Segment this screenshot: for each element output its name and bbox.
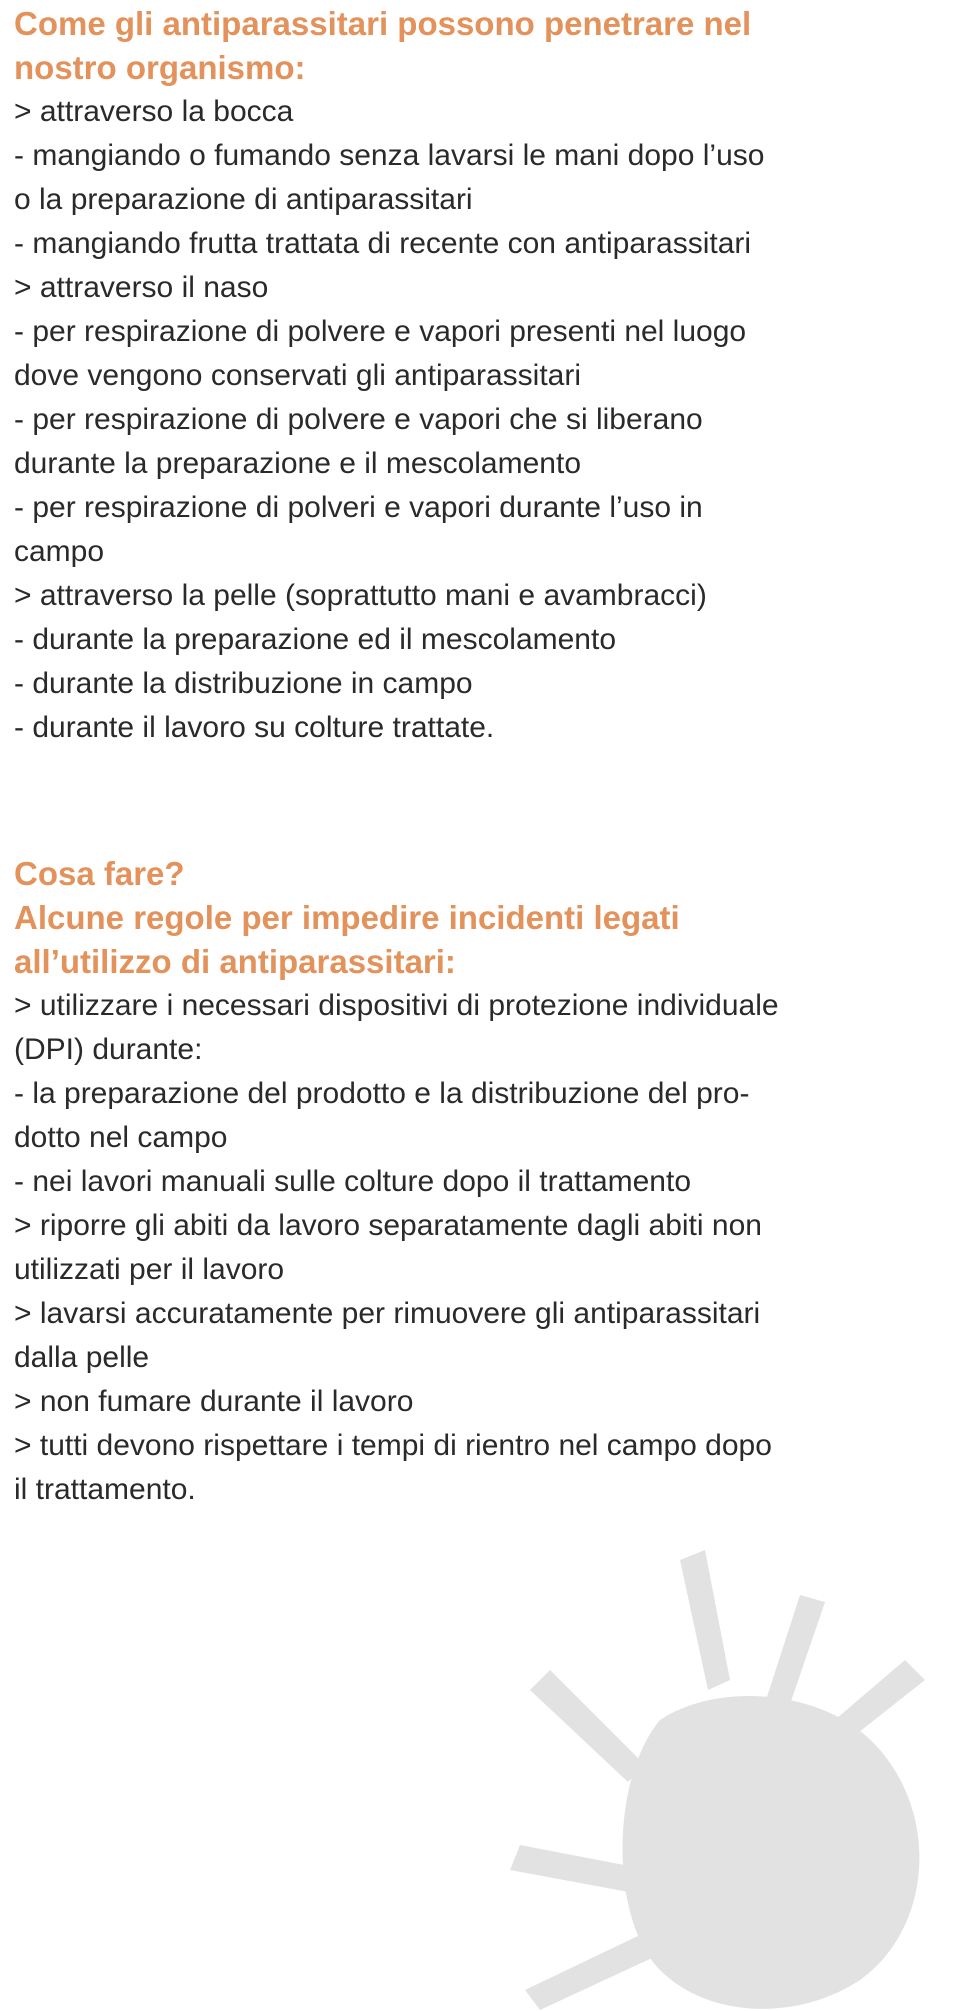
text-line: - durante la distribuzione in campo	[14, 667, 473, 700]
text-line: (DPI) durante:	[14, 1033, 203, 1066]
section-what-to-do	[14, 852, 954, 1512]
section-heading-line: nostro organismo:	[14, 49, 306, 86]
text-line: dove vengono conservati gli antiparassitari	[14, 359, 581, 392]
text-line: dalla pelle	[14, 1341, 150, 1374]
text-line: > attraverso il naso	[14, 271, 269, 304]
sun-icon	[500, 1540, 960, 2011]
text-line: > riporre gli abiti da lavoro separatamente dagli abiti non	[14, 1209, 762, 1242]
section-heading-line: Alcune regole per impedire incidenti legati	[14, 899, 680, 936]
text-line: - mangiando frutta trattata di recente con antiparassitari	[14, 227, 752, 260]
text-line: > tutti devono rispettare i tempi di rientro nel campo dopo	[14, 1429, 772, 1462]
text-line: > attraverso la bocca	[14, 95, 294, 128]
text-line: durante la preparazione e il mescolamento	[14, 447, 581, 480]
text-line: dotto nel campo	[14, 1121, 228, 1154]
text-line: > non fumare durante il lavoro	[14, 1385, 414, 1418]
text-line: o la preparazione di antiparassitari	[14, 183, 473, 216]
section-penetration	[14, 0, 954, 750]
document-body	[14, 0, 954, 1512]
text-line: - per respirazione di polvere e vapori che si liberano	[14, 403, 703, 436]
text-line: - mangiando o fumando senza lavarsi le mani dopo l’uso	[14, 139, 765, 172]
text-line: > attraverso la pelle (soprattutto mani e avambracci)	[14, 579, 707, 612]
text-line: - per respirazione di polvere e vapori presenti nel luogo	[14, 315, 747, 348]
text-line: > utilizzare i necessari dispositivi di protezione individuale	[14, 989, 779, 1022]
text-line: - nei lavori manuali sulle colture dopo il trattamento	[14, 1165, 692, 1198]
section-heading-line: all’utilizzo di antiparassitari:	[14, 943, 456, 980]
text-line: - la preparazione del prodotto e la distribuzione del pro-	[14, 1077, 750, 1110]
text-line: il trattamento.	[14, 1473, 196, 1506]
text-line: campo	[14, 535, 105, 568]
text-line: - durante il lavoro su colture trattate.	[14, 711, 495, 744]
text-line: > lavarsi accuratamente per rimuovere gli antiparassitari	[14, 1297, 761, 1330]
text-line: - per respirazione di polveri e vapori durante l’uso in	[14, 491, 703, 524]
text-line: utilizzati per il lavoro	[14, 1253, 285, 1286]
section-heading-line: Cosa fare?	[14, 855, 185, 892]
section-heading-line: Come gli antiparassitari possono penetrare nel	[14, 5, 752, 42]
text-line: - durante la preparazione ed il mescolamento	[14, 623, 617, 656]
